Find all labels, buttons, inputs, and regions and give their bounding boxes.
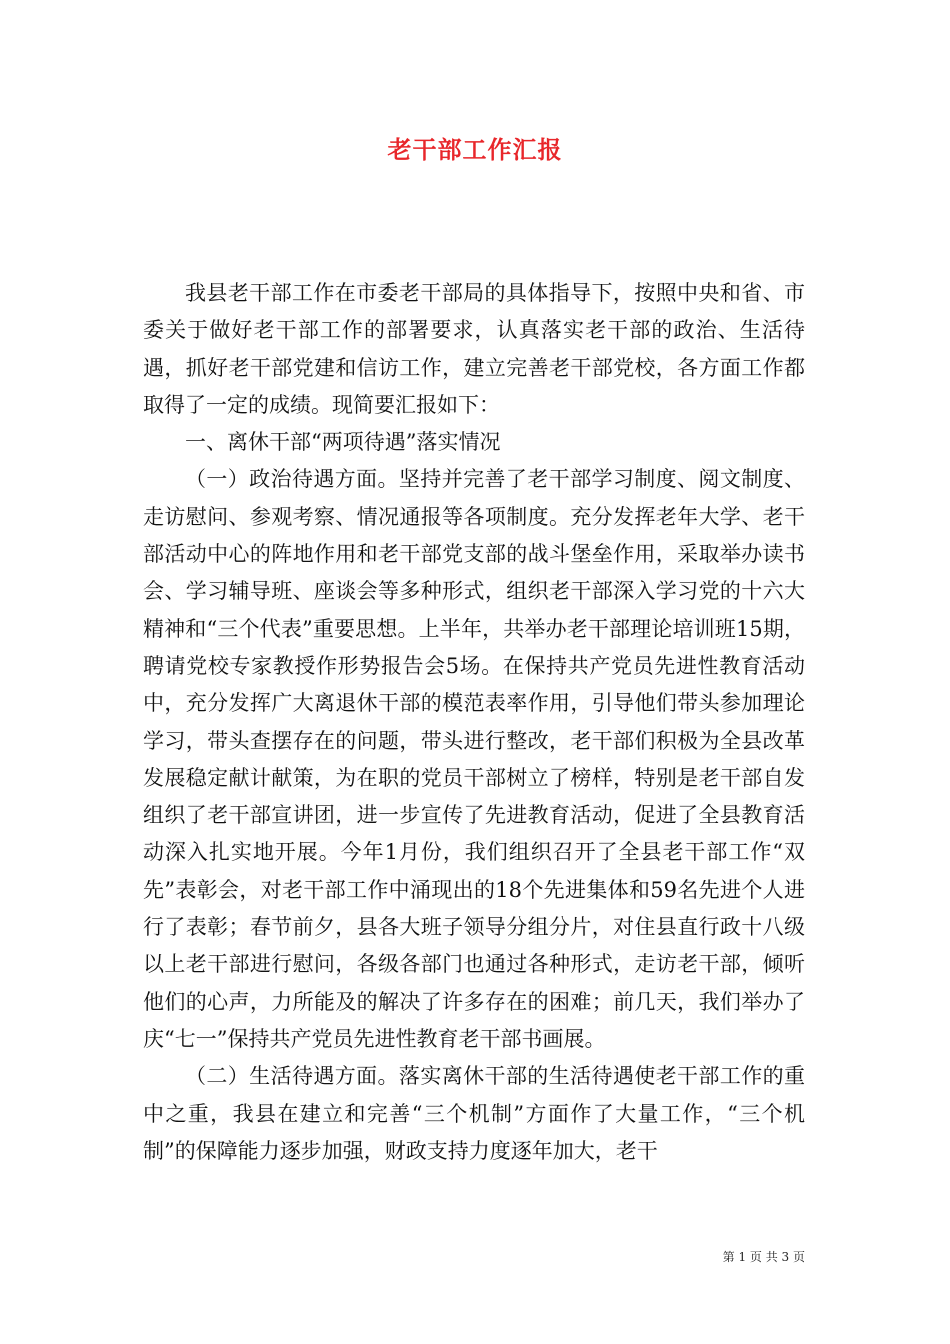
page-number: 第 1 页 共 3 页 [722,1250,805,1264]
paragraph-intro: 我县老干部工作在市委老干部局的具体指导下，按照中央和省、市委关于做好老干部工作的部署要求，认真落实老干部的政治、生活待遇，抓好老干部党建和信访工作，建立完善老干部党校，各方面工作都取得了一定的成绩。现简要汇报如下： [143,281,805,417]
document-title: 老干部工作汇报 [387,135,563,164]
paragraph-political-treatment: （一）政治待遇方面。坚持并完善了老干部学习制度、阅文制度、走访慰问、参观考察、情况通报等各项制度。充分发挥老年大学、老干部活动中心的阵地作用和老干部党支部的战斗堡垒作用，采取举办读书会、学习辅导班、座谈会等多种形式，组织老干部深入学习党的十六大精神和“三个代表”重要思想。上半年，共举办老干部理论培训班15期，聘请党校专家教授作形势报告会5场。在保持共产党员先进性教育活动中，充分发挥广大离退休干部的模范表率作用，引导他们带头参加理论学习，带头查摆存在的问题，带头进行整改，老干部们积极为全县改革发展稳定献计献策，为在职的党员干部树立了榜样，特别是老干部自发组织了老干部宣讲团，进一步宣传了先进教育活动，促进了全县教育活动深入扎实地开展。今年1月份，我们组织召开了全县老干部工作“双先”表彰会，对老干部工作中涌现出的18个先进集体和59名先进个人进行了表彰；春节前夕，县各大班子领导分组分片，对住县直行政十八级以上老干部进行慰问，各级各部门也通过各种形式，走访老干部，倾听他们的心声，力所能及的解决了许多存在的困难；前几天，我们举办了庆“七一”保持共产党员先进性教育老干部书画展。 [143,467,805,1051]
section-heading-1: 一、离休干部“两项待遇”落实情况 [185,430,501,455]
paragraph-living-treatment: （二）生活待遇方面。落实离休干部的生活待遇使老干部工作的重中之重，我县在建立和完善“三个机制”方面作了大量工作，“三个机制”的保障能力逐步加强，财政支持力度逐年加大，老干 [143,1064,805,1163]
document-body [143,275,805,1170]
